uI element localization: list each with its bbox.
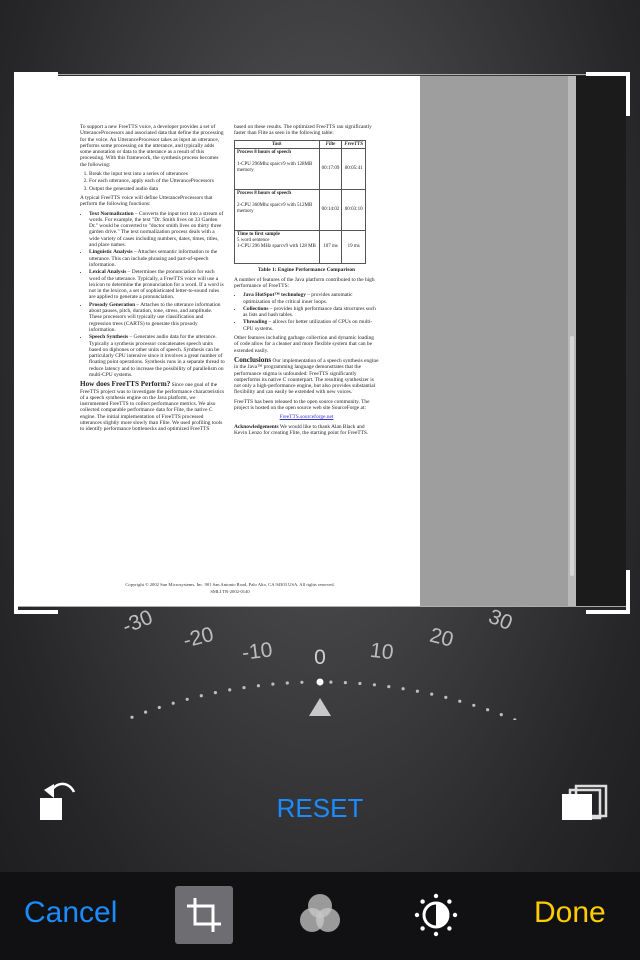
table-header: Task bbox=[235, 140, 320, 149]
dial-tick bbox=[416, 690, 419, 693]
doc-conclusions: Conclusions Our implementation of a speech synthesis engine in the Java™ programming language demonstrates that the performance stigma is unfounded: FreeTTS significantly outperforms its native C counterpart. The resulting synthesizer is not only a high-performance engine, but also provides substantial flexibility and can easily be extended with new voices. bbox=[234, 355, 379, 396]
doc-features-intro: A number of features of the Java platform contributed to the high performance of FreeTTS: bbox=[234, 276, 375, 289]
document-column-left bbox=[80, 124, 225, 436]
adjust-tool-button[interactable] bbox=[407, 886, 465, 944]
doc-function: • Speech Synthesis – Generates audio data for the utterance. Typically a synthesis processor concatenates speech units based on diphones or other units of speech. Synthesis can be particularly CPU intensive since it involves a great number of floating point operations. Synthesis runs in a separate thread to reduce latency and to increase the possibility of parallelism on multi-CPU systems. bbox=[89, 334, 225, 378]
sun-ray bbox=[434, 894, 438, 898]
doc-features bbox=[234, 292, 379, 332]
doc-released: FreeTTS has been released to the open source community. The project is hosted on the open source web site SourceForge at: bbox=[234, 398, 370, 412]
table-header-row bbox=[235, 140, 366, 149]
doc-other: Other features including garbage collection and dynamic loading of code allow for a cleaner and more flexible system that can be extended easily. bbox=[234, 335, 374, 354]
dial-tick bbox=[186, 698, 189, 701]
doc-function: • Prosody Generation – Attaches to the utterance information about pauses, pitch, duration, tone, stress, and amplitude. These processors will typically use classification and regression trees (CARTS) to generate this prosody information. bbox=[89, 302, 225, 333]
reset-button[interactable]: RESET bbox=[260, 792, 380, 824]
doc-feature: • Java HotSpot™ technology – provides automatic optimization of the critical inner loops. bbox=[243, 292, 379, 305]
dial-tick bbox=[344, 681, 347, 684]
dial-tick bbox=[329, 681, 332, 684]
dial-tick bbox=[144, 711, 147, 714]
dial-tick bbox=[200, 694, 203, 697]
table-row: Process 8 hours of speech 1-CPU 296Mhz sparcv9 with 128MB memory 00:17:09 00:05:41 bbox=[235, 149, 366, 190]
dial-tick bbox=[373, 683, 376, 686]
doc-feature: • Collections – provides high performance data structures such as lists and hash tables. bbox=[243, 306, 379, 319]
dial-tick bbox=[130, 716, 133, 719]
doc-intro: To support a new FreeTTS voice, a developer provides a set of UtteranceProcessors and associated data that define the processing for the voice. An UtteranceProcessor takes as input an utterance, performs some processing on the utterance, and typically adds some annotation or data to the utterance as a result of this processing. With this framework, the synthesis process becomes the following: bbox=[80, 124, 224, 168]
sun-ray bbox=[420, 899, 424, 903]
dial-tick bbox=[472, 704, 475, 707]
sun-ray bbox=[434, 932, 438, 936]
dial-tick bbox=[358, 682, 361, 685]
dial-pointer-icon bbox=[309, 698, 331, 716]
crop-tool-button[interactable] bbox=[175, 886, 233, 944]
dial-tick bbox=[257, 684, 260, 687]
scrollbar-thumb bbox=[570, 336, 574, 576]
dial-label: 20 bbox=[427, 623, 456, 652]
doc-feature: • Threading – allows for better utilization of CPUs on multi-CPU systems. bbox=[243, 319, 379, 332]
doc-function: • Text Normalization – Converts the input text into a stream of words. For example, the text "Dr. Smith lives on 33 Garden Dr." would be converted to "doctor smith lives on thirty three garden drive." The text normalization process deals with a wide variety of cases including numbers, dates, times, titles, and place names. bbox=[89, 211, 225, 249]
table-header: Flite bbox=[319, 140, 342, 149]
dial-tick bbox=[286, 681, 289, 684]
sun-ray bbox=[453, 913, 457, 917]
filters-icon bbox=[291, 886, 349, 944]
dial-tick bbox=[458, 700, 461, 703]
doc-step: 3. Output the generated audio data bbox=[89, 186, 225, 192]
doc-typical: A typical FreeTTS voice will define UtteranceProcessors that perform the following functions: bbox=[80, 194, 213, 208]
dial-tick bbox=[271, 683, 274, 686]
dial-tick bbox=[387, 685, 390, 688]
table-caption: Table 1: Engine Performance Comparison bbox=[257, 267, 356, 274]
dial-label: -30 bbox=[119, 605, 156, 639]
doc-copyright: Copyright © 2002 Sun Microsystems, Inc. 901 San Antonio Road, Palo Alto, CA 94303 USA. All rights reserved. bbox=[125, 582, 335, 587]
dial-tick bbox=[500, 713, 503, 716]
aspect-ratio-icon[interactable] bbox=[558, 782, 610, 822]
dial-tick bbox=[513, 718, 516, 720]
doc-function: • Linguistic Analysis – Attaches semantic information to the utterance. This can include phrasing and part-of-speech information. bbox=[89, 249, 225, 268]
dial-tick bbox=[486, 708, 489, 711]
doc-performance: How does FreeTTS Perform? Since one goal of the FreeTTS project was to investigate the performance characteristics of a speech synthesis engine on the Java platform, we instrumented FreeTTS to collect performance metrics. We also collected comparable performance data for Flite, the native C engine. The initial implementation of FreeTTS processed utterances slightly more slowly than Flite. We used profiling tools to identify performance bottlenecks and optimized FreeTTS bbox=[80, 380, 225, 433]
dark-panel bbox=[576, 76, 626, 606]
table-row: Process 8 hours of speech 2-CPU 360Mhz sparcv9 with 512MB memory 00:14:02 00:03:10 bbox=[235, 190, 366, 231]
dial-tick bbox=[300, 681, 303, 684]
doc-steps bbox=[80, 171, 225, 192]
sun-ray bbox=[447, 926, 451, 930]
doc-link: FreeTTS.sourceforge.net bbox=[279, 414, 334, 421]
cancel-button[interactable]: Cancel bbox=[24, 896, 118, 929]
table-row: Time to first sample 5 word sentence 1-CPU 296 MHz sparcv9 with 128 MB 107 ms 19 ms bbox=[235, 231, 366, 264]
sun-ray bbox=[447, 899, 451, 903]
adjust-light-icon bbox=[407, 886, 465, 944]
rotate-left-icon[interactable] bbox=[34, 776, 82, 826]
dial-label: 10 bbox=[368, 638, 395, 665]
crop-icon bbox=[175, 886, 233, 944]
document-column-right bbox=[234, 124, 379, 439]
done-button[interactable]: Done bbox=[534, 896, 606, 929]
crop-frame-edge bbox=[14, 74, 626, 75]
dial-tick bbox=[242, 686, 245, 689]
grey-panel bbox=[420, 76, 570, 606]
filters-tool-button[interactable] bbox=[291, 886, 349, 944]
dial-label: 0 bbox=[314, 646, 326, 669]
doc-step: 2. For each utterance, apply each of the UtteranceProcessors bbox=[89, 178, 225, 184]
dial-label: -10 bbox=[240, 638, 274, 665]
dial-center-dot bbox=[317, 679, 324, 686]
dial-tick bbox=[402, 687, 405, 690]
performance-table bbox=[234, 140, 366, 265]
doc-step: 1. Break the input text into a series of utterances bbox=[89, 171, 225, 177]
photo-canvas[interactable] bbox=[14, 76, 626, 606]
doc-function: • Lexical Analysis – Determines the pronunciation for each word of the utterance. Typically, a FreeTTS voice will use a lexicon to determine the pronunciation for a word. If a word is not in the lexicon, a set of sophisticated letter-to-sound rules are applied to generate a pronunciation. bbox=[89, 269, 225, 300]
table-header: FreeTTS bbox=[342, 140, 366, 149]
sun-ray bbox=[420, 926, 424, 930]
sun-ray bbox=[415, 913, 419, 917]
dial-tick bbox=[430, 693, 433, 696]
dial-tick bbox=[228, 688, 231, 691]
doc-acknowledgements: Acknowledgements We would like to thank Alan Black and Kevin Lenzo for creating Flite, the starting point for FreeTTS. bbox=[234, 423, 369, 436]
doc-footer bbox=[80, 581, 380, 595]
dial-label: -20 bbox=[180, 622, 216, 653]
dial-tick bbox=[158, 706, 161, 709]
dial-tick bbox=[214, 691, 217, 694]
dial-labels bbox=[119, 605, 515, 669]
doc-report-id: SMLI TR-2002-0140 bbox=[210, 589, 250, 594]
dial-tick bbox=[172, 702, 175, 705]
doc-results: based on these results. The optimized FreeTTS ran significantly faster than Flite as seen in the following table: bbox=[234, 124, 372, 137]
dial-tick bbox=[444, 696, 447, 699]
doc-functions bbox=[80, 211, 225, 379]
crop-handle-top-right[interactable] bbox=[586, 72, 630, 116]
crop-handle-top-left[interactable] bbox=[14, 72, 58, 116]
dial-label: 30 bbox=[485, 604, 516, 636]
